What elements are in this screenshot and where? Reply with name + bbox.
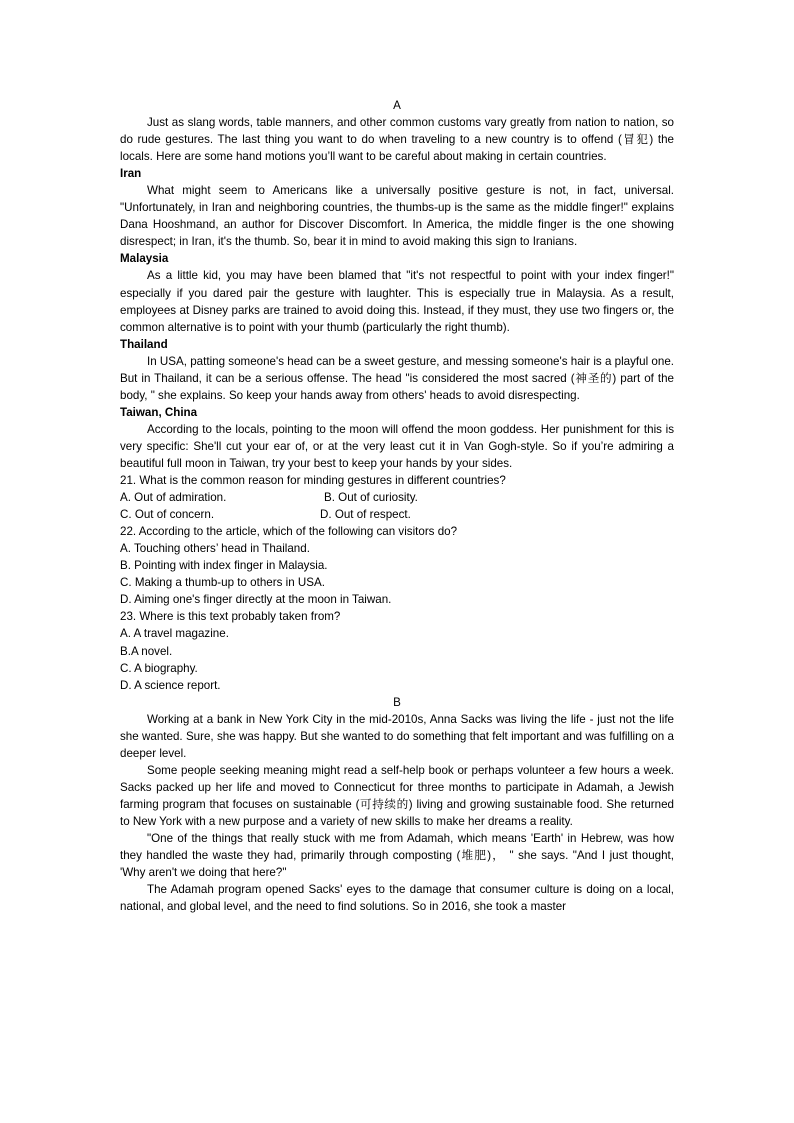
question-21-option-b: B. Out of curiosity. — [324, 491, 418, 505]
question-23-stem: 23. Where is this text probably taken from? — [120, 610, 341, 624]
malaysia-heading: Malaysia — [120, 252, 169, 266]
question-21-stem: 21. What is the common reason for minding gestures in different countries? — [120, 474, 506, 488]
question-21-options-row-2 — [120, 506, 674, 523]
question-23-option-d: D. A science report. — [120, 678, 221, 692]
question-22-option-c: C. Making a thumb-up to others in USA. — [120, 576, 325, 590]
thailand-heading: Thailand — [120, 337, 168, 351]
section-a-intro: Just as slang words, table manners, and other common customs vary greatly from nation to nation, so do rude gestures. The last thing you want to do when traveling to a new country is to offend (冒犯) the locals. Here are some hand motions you’ll want to be careful about making in certain countries. — [120, 116, 674, 164]
iran-heading: Iran — [120, 167, 142, 181]
section-b-label: B — [393, 695, 401, 709]
question-22-option-b: B. Pointing with index finger in Malaysia. — [120, 559, 328, 573]
question-22-option-a: A. Touching others’ head in Thailand. — [120, 542, 310, 556]
question-22-option-d: D. Aiming one's finger directly at the moon in Taiwan. — [120, 593, 392, 607]
section-b-paragraph-1: Working at a bank in New York City in the mid-2010s, Anna Sacks was living the life - just not the life she wanted. Sure, she was happy. But she wanted to do something that felt important and was fulfilling on a deeper level. — [120, 712, 674, 760]
taiwan-heading: Taiwan, China — [120, 405, 198, 419]
question-21-option-c: C. Out of concern. — [120, 508, 215, 522]
document-page — [120, 97, 674, 915]
question-21-option-d: D. Out of respect. — [320, 508, 411, 522]
question-23-option-a: A. A travel magazine. — [120, 627, 229, 641]
thailand-paragraph: In USA, patting someone's head can be a sweet gesture, and messing someone's hair is a playful one. But in Thailand, it can be a serious offense. The head "is considered the most sacred (神圣的) part of the body, " she explains. So keep your hands away from others' heads to avoid disrespecting. — [120, 354, 674, 402]
section-b-paragraph-4: The Adamah program opened Sacks' eyes to the damage that consumer culture is doing on a local, national, and global level, and the need to find solutions. So in 2016, she took a master — [120, 883, 674, 914]
question-22-stem: 22. According to the article, which of the following can visitors do? — [120, 525, 458, 539]
taiwan-paragraph: According to the locals, pointing to the moon will offend the moon goddess. Her punishment for this is very specific: She'll cut your ear of, or at the very least cut it in Van Gogh-style. So if you’re admiring a beautiful full moon in Taiwan, try your best to keep your hands by your sides. — [120, 422, 674, 470]
question-23-option-c: C. A biography. — [120, 661, 198, 675]
question-23-option-b: B.A novel. — [120, 644, 173, 658]
section-b-paragraph-2: Some people seeking meaning might read a self-help book or perhaps volunteer a few hours a week. Sacks packed up her life and moved to Connecticut for three months to participate in Adamah, a Jewish farming program that focuses on sustainable (可持续的) living and growing sustainable food. She returned to New York with a new purpose and a variety of new skills to make her dreams a reality. — [120, 763, 674, 828]
question-21-options-row-1 — [120, 489, 674, 506]
iran-paragraph: What might seem to Americans like a universally positive gesture is not, in fact, universal. "Unfortunately, in Iran and neighboring countries, the thumbs-up is the same as the middle finger!" explains Dana Hooshmand, an author for Discover Discomfort. In America, the middle finger is the one showing disrespect; in Iran, it's the thumb. So, bear it in mind to avoid making this sign to Iranians. — [120, 184, 674, 249]
malaysia-paragraph: As a little kid, you may have been blamed that "it's not respectful to point with your index finger!" especially if you dared pair the gesture with laughter. This is especially true in Malaysia. As a result, employees at Disney parks are trained to avoid doing this. Instead, if they must, they use two fingers or, the common alternative is to point with your thumb (particularly the right thumb). — [120, 269, 674, 334]
section-a-label: A — [393, 99, 401, 112]
question-21-option-a: A. Out of admiration. — [120, 491, 227, 505]
section-b-paragraph-3: "One of the things that really stuck with me from Adamah, which means 'Earth' in Hebrew, was how they handled the waste they had, primarily through composting (堆肥)， " she says. "And I just thought, 'Why aren't we doing that here?" — [120, 832, 674, 880]
